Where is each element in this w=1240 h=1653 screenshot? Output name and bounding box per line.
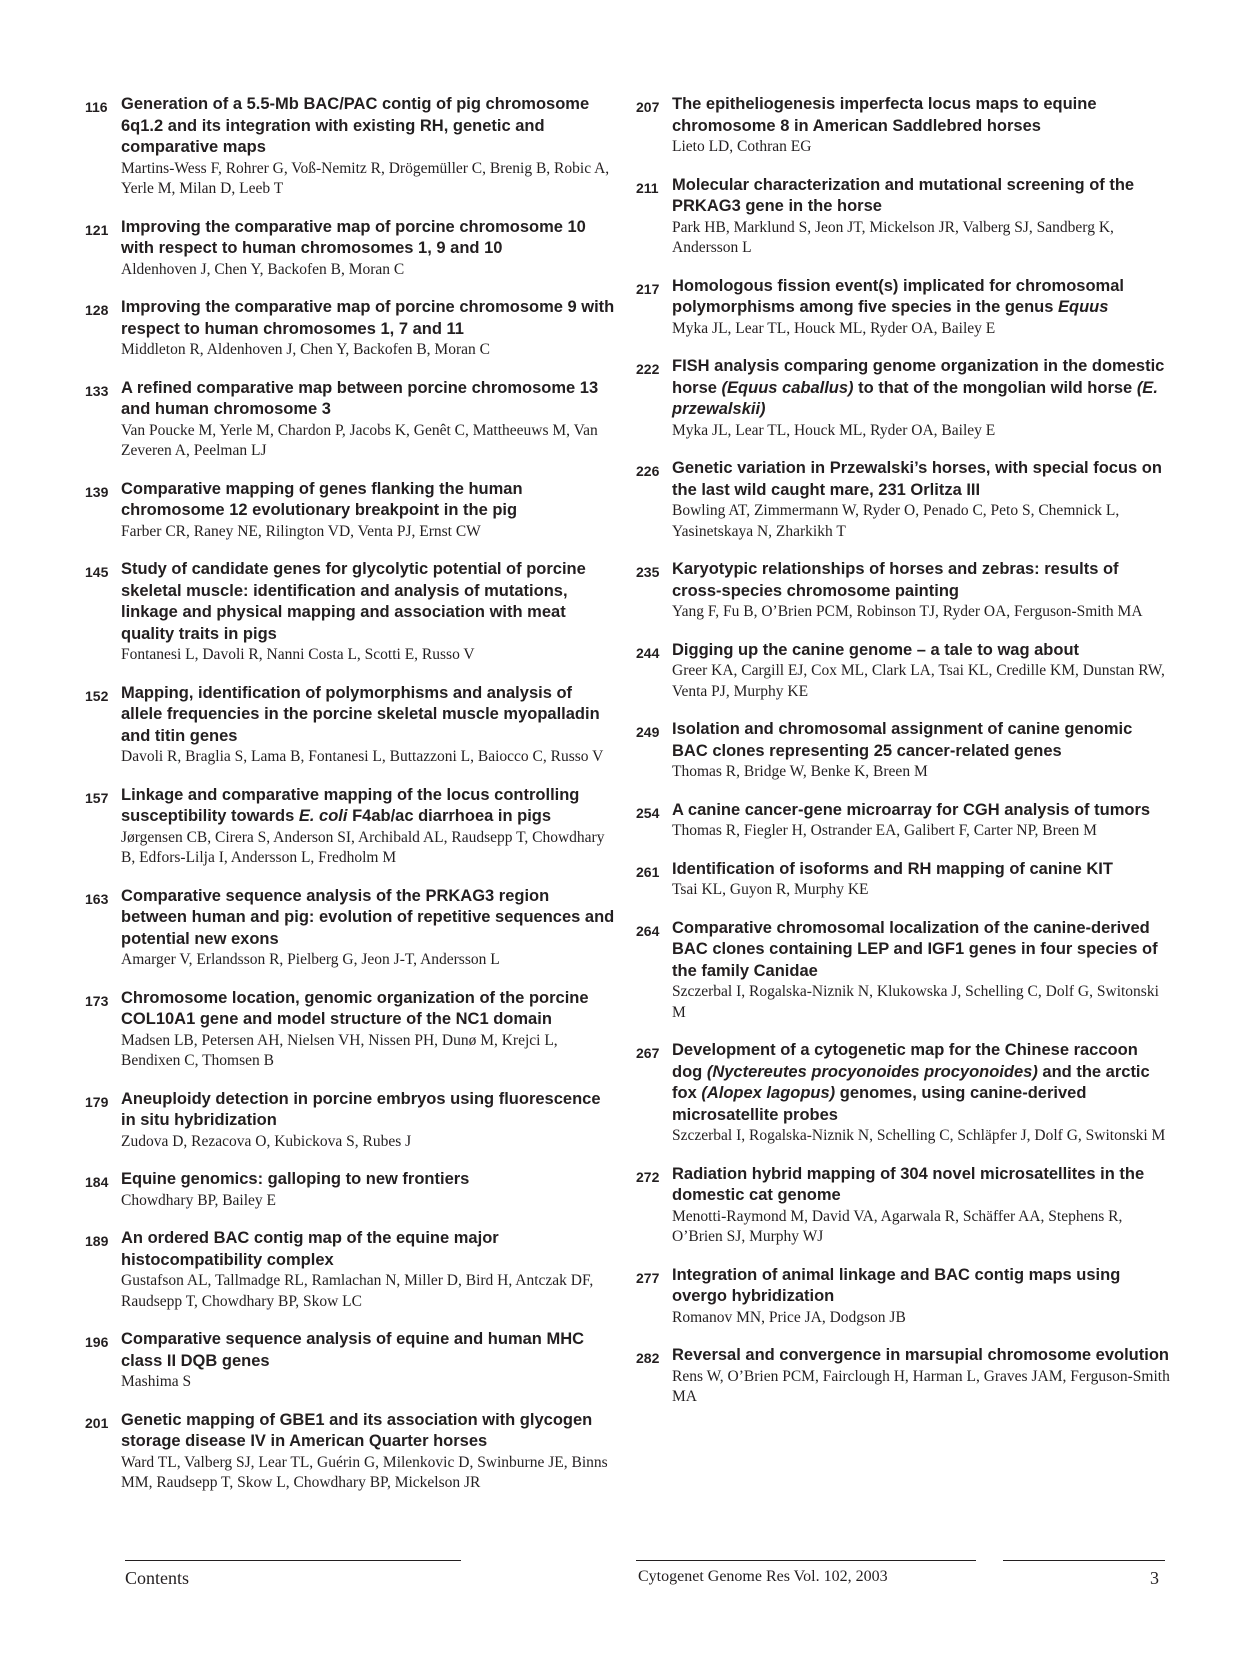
toc-page-number: 261 [636,863,660,880]
toc-page-number: 196 [85,1334,109,1350]
toc-authors: Amarger V, Erlandsson R, Pielberg G, Jeon J-T, Andersson L [121,951,500,968]
toc-article-title[interactable]: Comparative sequence analysis of the PRKAG3 region between human and pig: evolution of repetitive sequences and potential new exons [121,886,615,948]
toc-article-title[interactable] [672,276,1171,319]
toc-page-number: 189 [85,1233,109,1249]
footer-rule-middle [636,1560,976,1561]
toc-entry [636,559,1171,623]
toc-page-number: 254 [636,804,660,821]
toc-article-title[interactable] [121,785,615,828]
toc-entry [636,94,1171,158]
toc-page-number: 217 [636,280,660,297]
toc-authors: Martins-Wess F, Rohrer G, Voß-Nemitz R, Drögemüller C, Brenig B, Robic A, Yerle M, Milan D, Leeb T [121,159,610,197]
toc-article-title[interactable]: Improving the comparative map of porcine chromosome 9 with respect to human chromosomes 1, 7 and 11 [121,298,615,338]
toc-authors: Thomas R, Bridge W, Benke K, Breen M [672,763,928,780]
toc-page-number: 184 [85,1174,109,1190]
toc-authors: Gustafson AL, Tallmadge RL, Ramlachan N, Miller D, Bird H, Antczak DF, Raudsepp T, Chowdhary BP, Skow LC [121,1272,594,1310]
toc-article-title[interactable]: Comparative mapping of genes flanking the human chromosome 12 evolutionary breakpoint in the pig [121,479,523,519]
toc-authors: Van Poucke M, Yerle M, Chardon P, Jacobs K, Genêt C, Mattheeuws M, Van Zeveren A, Peelman LJ [121,421,598,459]
toc-article-title[interactable]: Generation of a 5.5-Mb BAC/PAC contig of pig chromosome 6q1.2 and its integration with existing RH, genetic and comparative maps [121,95,590,156]
toc-authors: Jørgensen CB, Cirera S, Anderson SI, Archibald AL, Raudsepp T, Chowdhary B, Edfors-Lilja I, Andersson L, Fredholm M [121,828,605,866]
toc-authors: Greer KA, Cargill EJ, Cox ML, Clark LA, Tsai KL, Credille KM, Dunstan RW, Venta PJ, Murphy KE [672,662,1165,700]
title-part: to that of the mongolian wild horse [853,378,1137,397]
title-italic-part: (E. przewalskii) [672,378,1158,418]
toc-authors: Szczerbal I, Rogalska-Niznik N, Klukowska J, Schelling C, Dolf G, Switonski M [672,983,1159,1021]
toc-article-title[interactable]: Genetic variation in Przewalski’s horses, with special focus on the last wild caught mare, 231 Orlitza III [672,459,1162,499]
toc-page-number: 244 [636,644,660,661]
toc-page-number: 145 [85,564,109,580]
toc-entry [85,1089,615,1153]
toc-page-number: 139 [85,483,109,500]
toc-entry [85,1329,615,1393]
toc-entry [636,719,1171,783]
toc-entry [85,378,615,462]
toc-authors: Ward TL, Valberg SJ, Lear TL, Guérin G, Milenkovic D, Swinburne JE, Binns MM, Raudsepp T, Skow L, Chowdhary BP, Mickelson JR [121,1453,608,1491]
toc-page-number: 133 [85,382,109,399]
toc-page-number: 282 [636,1350,660,1366]
footer-journal-citation: Cytogenet Genome Res Vol. 102, 2003 [638,1568,888,1585]
toc-authors: Szczerbal I, Rogalska-Niznik N, Schelling C, Schläpfer J, Dolf G, Switonski M [672,1127,1166,1144]
title-italic-part: (Nyctereutes procyonoides procyonoides) [706,1062,1038,1081]
toc-page-number: 157 [85,789,109,806]
toc-authors: Bowling AT, Zimmermann W, Ryder O, Penado C, Peto S, Chemnick L, Yasinetskaya N, Zharkikh T [672,502,1120,540]
footer-rule-right [1003,1560,1165,1561]
toc-authors: Madsen LB, Petersen AH, Nielsen VH, Nissen PH, Dunø M, Krejci L, Bendixen C, Thomsen B [121,1031,558,1069]
title-part: F4ab/ac diarrhoea in pigs [347,807,552,825]
toc-authors: Romanov MN, Price JA, Dodgson JB [672,1308,906,1326]
toc-entry [636,356,1171,441]
title-italic-part: E. coli [298,807,348,825]
toc-article-title[interactable]: Equine genomics: galloping to new frontiers [121,1170,470,1188]
contents-column-right [636,94,1171,1425]
toc-authors: Middleton R, Aldenhoven J, Chen Y, Backofen B, Moran C [121,341,490,358]
toc-article-title[interactable]: Reversal and convergence in marsupial chromosome evolution [672,1346,1169,1364]
toc-article-title[interactable] [672,356,1171,421]
toc-entry [85,479,615,543]
toc-authors: Yang F, Fu B, O’Brien PCM, Robinson TJ, Ryder OA, Ferguson-Smith MA [672,603,1143,620]
toc-entry [636,276,1171,340]
toc-page-number: 128 [85,302,109,318]
toc-entry [85,94,615,200]
toc-authors: Lieto LD, Cothran EG [672,138,812,155]
toc-entry [85,1410,615,1494]
toc-page-number: 116 [85,99,108,115]
toc-authors: Davoli R, Braglia S, Lama B, Fontanesi L, Buttazzoni L, Baiocco C, Russo V [121,748,604,765]
toc-entry [85,886,615,971]
toc-entry [85,217,615,281]
toc-authors: Mashima S [121,1373,192,1390]
toc-article-title[interactable]: Study of candidate genes for glycolytic potential of porcine skeletal muscle: identification and analysis of mutations, linkage and physical mapping and association with meat quality traits in pigs [121,560,586,643]
title-part: genomes, using canine-derived microsatellite probes [672,1084,1087,1124]
toc-entry [85,1228,615,1312]
toc-entry [636,458,1171,542]
toc-article-title[interactable]: The epitheliogenesis imperfecta locus maps to equine chromosome 8 in American Saddlebred horses [672,95,1097,135]
toc-article-title[interactable]: Radiation hybrid mapping of 304 novel microsatellites in the domestic cat genome [672,1164,1145,1204]
toc-authors: Myka JL, Lear TL, Houck ML, Ryder OA, Bailey E [672,319,996,337]
toc-authors: Aldenhoven J, Chen Y, Backofen B, Moran C [121,260,405,278]
toc-article-title[interactable]: Digging up the canine genome – a tale to wag about [672,640,1080,659]
toc-entry [636,1265,1171,1329]
toc-page-number: 211 [636,179,659,196]
toc-page-number: 179 [85,1093,109,1110]
toc-authors: Rens W, O’Brien PCM, Fairclough H, Harman L, Graves JAM, Ferguson-Smith MA [672,1367,1170,1405]
toc-entry [85,1169,615,1211]
title-part: Homologous fission event(s) implicated for chromosomal polymorphisms among five species in the genus [672,276,1124,316]
footer-rule-left [125,1560,461,1561]
toc-authors: Myka JL, Lear TL, Houck ML, Ryder OA, Bailey E [672,421,996,439]
toc-entry [85,559,615,666]
toc-article-title[interactable]: Comparative sequence analysis of equine and human MHC class II DQB genes [121,1330,585,1370]
toc-page-number: 222 [636,361,660,377]
toc-page-number: 173 [85,992,109,1009]
toc-entry [636,1040,1171,1147]
toc-page-number: 201 [85,1414,109,1431]
toc-authors: Zudova D, Rezacova O, Kubickova S, Rubes J [121,1132,412,1150]
title-italic-part: (Alopex lagopus) [701,1084,836,1102]
toc-entry [85,988,615,1072]
toc-entry [636,1345,1171,1408]
toc-article-title[interactable]: Isolation and chromosomal assignment of canine genomic BAC clones representing 25 cancer-related genes [672,720,1133,760]
toc-page-number: 264 [636,922,660,939]
title-part: FISH analysis comparing genome organization in the domestic horse [672,357,1165,397]
toc-authors: Farber CR, Raney NE, Rilington VD, Venta PJ, Ernst CW [121,522,481,540]
toc-page-number: 272 [636,1168,660,1185]
toc-article-title[interactable]: Mapping, identification of polymorphisms and analysis of allele frequencies in the porcine skeletal muscle myopalladin and titin genes [121,683,600,745]
toc-entry [85,297,615,361]
toc-article-title[interactable]: An ordered BAC contig map of the equine major histocompatibility complex [121,1229,499,1269]
toc-entry [636,918,1171,1024]
toc-authors: Fontanesi L, Davoli R, Nanni Costa L, Scotti E, Russo V [121,646,475,663]
title-part: Linkage and comparative mapping of the locus controlling susceptibility towards [121,785,580,825]
toc-article-title[interactable]: Identification of isoforms and RH mapping of canine KIT [672,859,1113,878]
toc-authors: Menotti-Raymond M, David VA, Agarwala R, Schäffer AA, Stephens R, O’Brien SJ, Murphy WJ [672,1207,1123,1245]
toc-article-title[interactable]: A canine cancer-gene microarray for CGH analysis of tumors [672,800,1151,819]
toc-page-number: 249 [636,724,660,740]
contents-column-left [85,94,615,1511]
toc-article-title[interactable]: Molecular characterization and mutational screening of the PRKAG3 gene in the horse [672,175,1135,215]
toc-page-number: 235 [636,564,660,580]
toc-article-title[interactable]: Aneuploidy detection in porcine embryos using fluorescence in situ hybridization [121,1089,601,1129]
toc-entry [636,800,1171,842]
toc-authors: Thomas R, Fiegler H, Ostrander EA, Galibert F, Carter NP, Breen M [672,822,1097,839]
toc-authors: Tsai KL, Guyon R, Murphy KE [672,881,869,898]
toc-article-title[interactable]: Improving the comparative map of porcine chromosome 10 with respect to human chromosomes 1, 9 and 10 [121,217,586,257]
toc-entry [636,175,1171,259]
toc-page-number: 226 [636,463,660,479]
toc-article-title[interactable]: Genetic mapping of GBE1 and its association with glycogen storage disease IV in American Quarter horses [121,1410,593,1450]
footer-page-number: 3 [1150,1568,1159,1588]
toc-entry [636,1164,1171,1248]
toc-article-title[interactable]: A refined comparative map between porcine chromosome 13 and human chromosome 3 [121,378,599,418]
title-italic-part: Equus [1058,298,1109,316]
toc-entry [636,640,1171,703]
toc-page-number: 121 [85,221,109,238]
footer-section-label: Contents [125,1568,190,1588]
toc-page-number: 163 [85,890,109,907]
toc-article-title[interactable]: Integration of animal linkage and BAC contig maps using overgo hybridization [672,1265,1121,1305]
toc-entry [85,785,615,869]
toc-article-title[interactable] [672,1040,1171,1126]
toc-page-number: 277 [636,1269,660,1286]
toc-page-number: 267 [636,1045,660,1061]
title-part: Development of a cytogenetic map for the Chinese raccoon dog [672,1041,1138,1081]
toc-entry [636,859,1171,901]
toc-authors: Chowdhary BP, Bailey E [121,1191,276,1209]
toc-authors: Park HB, Marklund S, Jeon JT, Mickelson JR, Valberg SJ, Sandberg K, Andersson L [672,218,1114,256]
toc-page-number: 152 [85,687,109,704]
toc-article-title[interactable]: Comparative chromosomal localization of the canine-derived BAC clones containing LEP and IGF1 genes in four species of the family Canidae [672,918,1158,980]
title-part: and the arctic fox [672,1062,1150,1102]
toc-entry [85,683,615,768]
title-italic-part: (Equus caballus) [721,378,854,397]
toc-article-title[interactable]: Karyotypic relationships of horses and zebras: results of cross-species chromosome painting [672,560,1119,600]
toc-page-number: 207 [636,99,660,115]
toc-article-title[interactable]: Chromosome location, genomic organization of the porcine COL10A1 gene and model structure of the NC1 domain [121,988,589,1028]
